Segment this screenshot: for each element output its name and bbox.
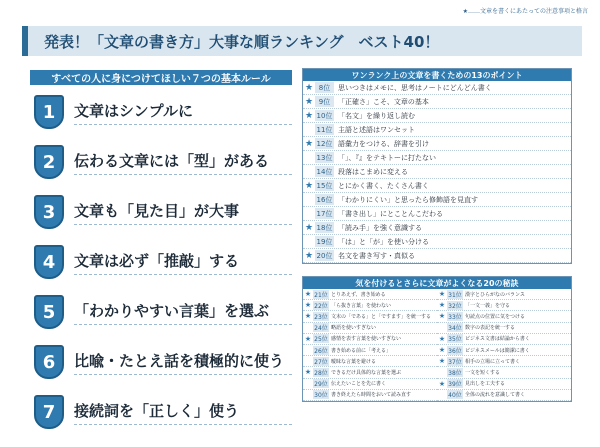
ranking-row — [303, 95, 571, 109]
star-icon: ★ — [438, 334, 446, 343]
rank-number: 9位 — [315, 96, 334, 107]
ranking-row — [303, 323, 437, 334]
ranking-row — [303, 390, 437, 401]
ranking-text: 「読み手」を強く意識する — [338, 223, 422, 232]
ranking-text: 「ら抜き言葉」を使わない — [331, 302, 392, 309]
ranking-text: 「」、『』をテキトーに打たない — [338, 153, 436, 162]
ranking-row — [437, 334, 571, 345]
ranking-text: 「書き出し」にとことんこだわる — [338, 209, 443, 218]
ranking-text: とにかく書く、たくさん書く — [338, 181, 429, 190]
ranking-row — [303, 249, 571, 263]
star-icon: ★ — [304, 312, 312, 321]
rank-number: 16位 — [316, 195, 333, 204]
tips-left-column — [303, 289, 437, 401]
rank-number: 10位 — [316, 111, 333, 120]
star-icon: ★ — [438, 312, 446, 321]
ranking-text: 漢字とひらがなのバランス — [465, 291, 525, 298]
star-icon: ★ — [304, 334, 312, 343]
ranking-row — [303, 123, 571, 137]
rule-text: 接続詞を「正しく」使う — [74, 400, 292, 425]
rule-text: 文章も「見た目」が大事 — [74, 200, 292, 225]
rank-badge: 1 — [34, 95, 64, 129]
ranking-text: 全体の流れを意識して書く — [465, 392, 526, 399]
ranking-row — [437, 345, 571, 356]
ranking-row — [437, 367, 571, 378]
star-icon: ★ — [304, 290, 312, 299]
rule-text: 文章はシンプルに — [74, 100, 292, 125]
ranking-row — [303, 311, 437, 322]
rank-badge: 2 — [34, 145, 64, 179]
star-icon: ★ — [438, 379, 446, 388]
ranking-row — [303, 165, 571, 179]
ranking-text: ビジネスメールは簡潔に書く — [465, 347, 530, 354]
ranking-text: 書き終えたら時間をおいて読み直す — [331, 392, 412, 399]
ranking-text: 略語を使いすぎない — [331, 325, 377, 332]
ranking-text: 思いつきはメモに、思考はノートにどんどん書く — [338, 83, 492, 92]
ranking-text: 段落はこまめに変える — [338, 167, 408, 176]
rule-6 — [34, 342, 296, 382]
tips-panel — [302, 276, 572, 402]
header-note: ★……文章を書くにあたっての注意事項と格言 — [462, 8, 588, 15]
ranking-text: 主語と述語はワンセット — [338, 125, 415, 134]
tips-right-column — [437, 289, 571, 401]
ranking-text: とりあえず、書き始める — [331, 291, 386, 298]
star-icon: ★ — [438, 346, 446, 355]
rank-badge: 6 — [34, 345, 64, 379]
rank-number: 40位 — [448, 392, 462, 400]
star-icon: ★ — [438, 357, 446, 366]
ranking-text: できるだけ具体的な言葉を選ぶ — [331, 369, 402, 376]
ranking-row — [437, 323, 571, 334]
star-icon: ★ — [304, 96, 314, 107]
rule-text: 比喩・たとえ話を積極的に使う — [74, 350, 292, 375]
ranking-row — [303, 137, 571, 151]
rank-number: 32位 — [448, 302, 462, 310]
rule-7 — [34, 392, 296, 432]
rank-number: 36位 — [448, 347, 462, 355]
star-icon: ★ — [304, 110, 314, 121]
rank-number: 14位 — [316, 167, 333, 176]
rank-number: 38位 — [448, 369, 462, 377]
rank-number: 12位 — [316, 139, 333, 148]
ranking-text: 名文を書き写す・真似る — [338, 251, 415, 260]
rank-number: 23位 — [314, 313, 328, 321]
rank-number: 20位 — [316, 251, 333, 260]
ranking-row — [437, 311, 571, 322]
ranking-row — [303, 151, 571, 165]
star-icon: ★ — [304, 222, 314, 233]
rule-text: 「わかりやすい言葉」を選ぶ — [74, 300, 292, 325]
rank-number: 13位 — [316, 153, 333, 162]
rank-badge: 7 — [34, 395, 64, 429]
rule-1 — [34, 92, 296, 132]
ranking-row — [303, 379, 437, 390]
star-icon: ★ — [438, 290, 446, 299]
rule-2 — [34, 142, 296, 182]
ranking-text: 相手の立場に立って書く — [465, 358, 521, 365]
rank-number: 27位 — [314, 358, 328, 366]
rank-badge: 3 — [34, 195, 64, 229]
rank-number: 8位 — [315, 82, 334, 93]
rule-text: 伝わる文章には「型」がある — [74, 150, 292, 175]
ranking-row — [303, 207, 571, 221]
ranking-row — [303, 300, 437, 311]
tips-heading: 気を付けるとさらに文章がよくなる20の秘訣 — [303, 277, 571, 289]
ranking-text: 語彙力をつける、辞書を引け — [338, 139, 429, 148]
basic-rules-heading: すべての人に身につけてほしい７つの基本ルール — [30, 70, 292, 85]
ranking-row — [303, 179, 571, 193]
ranking-text: 「わかりにくい」と思ったら修飾語を見直す — [338, 195, 478, 204]
ranking-row — [437, 289, 571, 300]
points-panel — [302, 68, 572, 264]
rank-badge: 5 — [34, 295, 64, 329]
ranking-text: 感情を表す言葉を使いすぎない — [331, 336, 402, 343]
star-icon: ★ — [438, 301, 446, 310]
ranking-row — [303, 289, 437, 300]
rank-number: 25位 — [314, 336, 328, 344]
rank-number: 15位 — [316, 181, 333, 190]
rank-number: 35位 — [448, 336, 462, 344]
star-icon: ★ — [304, 250, 314, 261]
rule-4 — [34, 242, 296, 282]
rank-number: 39位 — [448, 381, 462, 389]
points-heading: ワンランク上の文章を書くための13のポイント — [303, 69, 571, 81]
rank-number: 28位 — [314, 369, 328, 377]
ranking-text: 「正確さ」こそ、文章の基本 — [338, 97, 429, 106]
ranking-row — [303, 235, 571, 249]
star-icon: ★ — [304, 180, 314, 191]
ranking-text: 「は」と「が」を使い分ける — [338, 237, 429, 246]
rank-badge: 4 — [34, 245, 64, 279]
rank-number: 31位 — [448, 291, 462, 299]
ranking-row — [303, 109, 571, 123]
rule-3 — [34, 192, 296, 232]
ranking-row — [437, 390, 571, 401]
rule-5 — [34, 292, 296, 332]
rank-number: 11位 — [316, 125, 333, 134]
rank-number: 26位 — [314, 347, 328, 355]
rank-number: 29位 — [314, 381, 328, 389]
ranking-text: 句読点の位置に気をつける — [465, 313, 526, 320]
star-icon: ★ — [304, 82, 314, 93]
star-icon: ★ — [304, 368, 312, 377]
ranking-row — [303, 221, 571, 235]
ranking-text: 「一文一義」を守る — [465, 302, 511, 309]
rank-number: 37位 — [448, 358, 462, 366]
ranking-row — [437, 379, 571, 390]
page-title: 発表！「文章の書き方」大事な順ランキング ベスト40！ — [22, 26, 582, 56]
ranking-text: 書き始める前に「考える」 — [331, 347, 392, 354]
rank-number: 30位 — [314, 392, 328, 400]
ranking-text: 一文を短くする — [465, 369, 501, 376]
ranking-text: 数字の表記を統一する — [465, 325, 516, 332]
ranking-row — [303, 193, 571, 207]
ranking-text: 「名文」を繰り返し読む — [338, 111, 415, 120]
ranking-row — [303, 81, 571, 95]
ranking-row — [303, 367, 437, 378]
ranking-row — [437, 356, 571, 367]
rank-number: 21位 — [314, 291, 328, 299]
rule-text: 文章は必ず「推敲」する — [74, 250, 292, 275]
ranking-row — [303, 356, 437, 367]
ranking-row — [303, 334, 437, 345]
rank-number: 18位 — [316, 223, 333, 232]
rank-number: 24位 — [314, 325, 328, 333]
ranking-text: ビジネス文書は結論から書く — [465, 336, 530, 343]
ranking-text: 曖昧な言葉を避ける — [331, 358, 377, 365]
ranking-text: 伝えたいことを先に書く — [331, 381, 387, 388]
ranking-row — [303, 345, 437, 356]
ranking-row — [437, 300, 571, 311]
rank-number: 33位 — [448, 313, 462, 321]
star-icon: ★ — [304, 301, 312, 310]
ranking-text: 見出しを工夫する — [465, 381, 506, 388]
star-icon: ★ — [304, 138, 314, 149]
ranking-text: 文末の「である」と「ですます」を統一する — [331, 313, 432, 320]
rank-number: 34位 — [448, 325, 462, 333]
rank-number: 22位 — [314, 302, 328, 310]
rank-number: 17位 — [316, 209, 333, 218]
rank-number: 19位 — [316, 237, 333, 246]
